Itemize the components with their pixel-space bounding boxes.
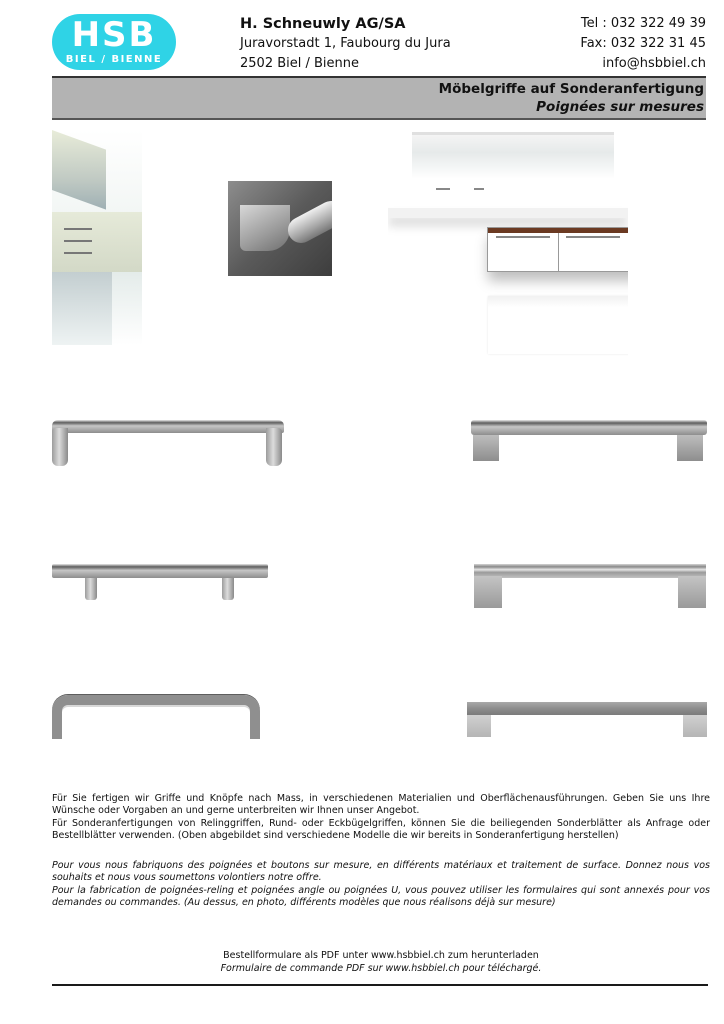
drawer-divider [488,233,559,271]
handle-foot [678,576,706,608]
handle-wire [52,695,260,739]
handle-rail-bar [52,562,268,602]
counter-cabinets [52,212,142,272]
footer-divider [52,984,708,986]
drawer-handle [566,236,620,238]
drawer-handle-line [64,252,92,254]
handle-leg [52,428,68,466]
company-address-line1: Juravorstadt 1, Faubourg du Jura [240,36,451,51]
footer-fr: Formulaire de commande PDF sur www.hsbbiel.ch pour téléchargé. [220,963,542,974]
handle-flat-bar [467,702,707,738]
handle-bar [471,420,707,435]
mirror-cabinet [412,132,614,179]
hsb-logo [52,14,176,70]
footer [52,949,710,975]
contact-email[interactable]: info@hsbbiel.ch [602,56,706,71]
vanity-base-box [488,296,628,354]
contact-info [580,14,706,74]
handle-detail-photo [228,181,332,276]
title-band [52,76,706,120]
handle-foot [467,715,491,737]
kitchen-photo [52,130,142,345]
drawer-handle-line [64,240,92,242]
contact-tel: Tel : 032 322 49 39 [580,16,706,31]
drawer-divider [558,233,628,271]
handle-leg [266,428,282,466]
wall-cabinet [52,130,106,210]
handle-grooved-bar [474,564,706,610]
description-fr-paragraph1: Pour vous nous fabriquons des poignées et boutons sur mesure, en différents matériaux et traitement de surface. Donnez nous vos souhaits et nous vous soumettons volontiers notre offre. [52,860,710,884]
bathroom-furniture-photo [388,126,628,356]
description-fr [52,860,710,909]
company-address-line2: 2502 Biel / Bienne [240,56,360,71]
handle-bar [52,420,284,433]
description-de [52,793,710,842]
handle-foot [677,435,703,461]
handle-bar [474,564,706,578]
handle-foot [240,205,290,251]
company-name: H. Schneuwly AG/SA [240,16,406,32]
faucet-icon [436,188,450,195]
page-title-fr: Poignées sur mesures [536,99,704,115]
cabinet-base [52,272,112,345]
description-de-paragraph1: Für Sie fertigen wir Griffe und Knöpfe nach Mass, in verschiedenen Materialien und Oberflächenausführungen. Geben Sie uns Ihre Wünsche oder Vorgaben an und gerne unterbreiten wir Ihnen unser Angebot. [52,793,710,817]
handle-tube [283,196,332,247]
handle-bar [52,564,268,578]
handle-bar [467,702,707,715]
handle-square-feet-bar [471,418,707,464]
page-title-de: Möbelgriffe auf Sonderanfertigung [438,81,704,97]
faucet-icon [474,188,484,195]
handle-post [222,578,234,600]
handle-post [85,578,97,600]
handle-rounded-bar [52,418,284,468]
company-info [240,14,451,74]
handle-foot [473,435,499,461]
footer-de: Bestellformulare als PDF unter www.hsbbiel.ch zum herunterladen [223,950,539,961]
handle-foot [683,715,707,737]
vanity-drawers [488,228,628,271]
description-fr-paragraph2: Pour la fabrication de poignées-reling et poignées angle ou poignées U, vous pouvez utiliser les formulaires qui sont annexés pour vos demandes ou commandes. (Au dessus, en photo, différents modèles que nous réalisons déjà sur mesure) [52,884,710,908]
drawer-handle-line [64,228,92,230]
logo-subtext: BIEL / BIENNE [65,54,163,65]
handle-foot [474,576,502,608]
contact-fax: Fax: 032 322 31 45 [580,36,706,51]
vanity-top [388,208,628,218]
drawer-handle [496,236,550,238]
description-de-paragraph2: Für Sonderanfertigungen von Relinggriffen, Rund- oder Eckbügelgriffen, können Sie die beiliegenden Sonderblätter als Anfrage oder Bestellblätter verwenden. (Oben abgebildet sind verschiedene Modelle die wir bereits in Sonderanfertigung herstellen) [52,817,710,841]
logo-text: HSB [71,15,157,55]
handle-u-bar [52,695,260,743]
